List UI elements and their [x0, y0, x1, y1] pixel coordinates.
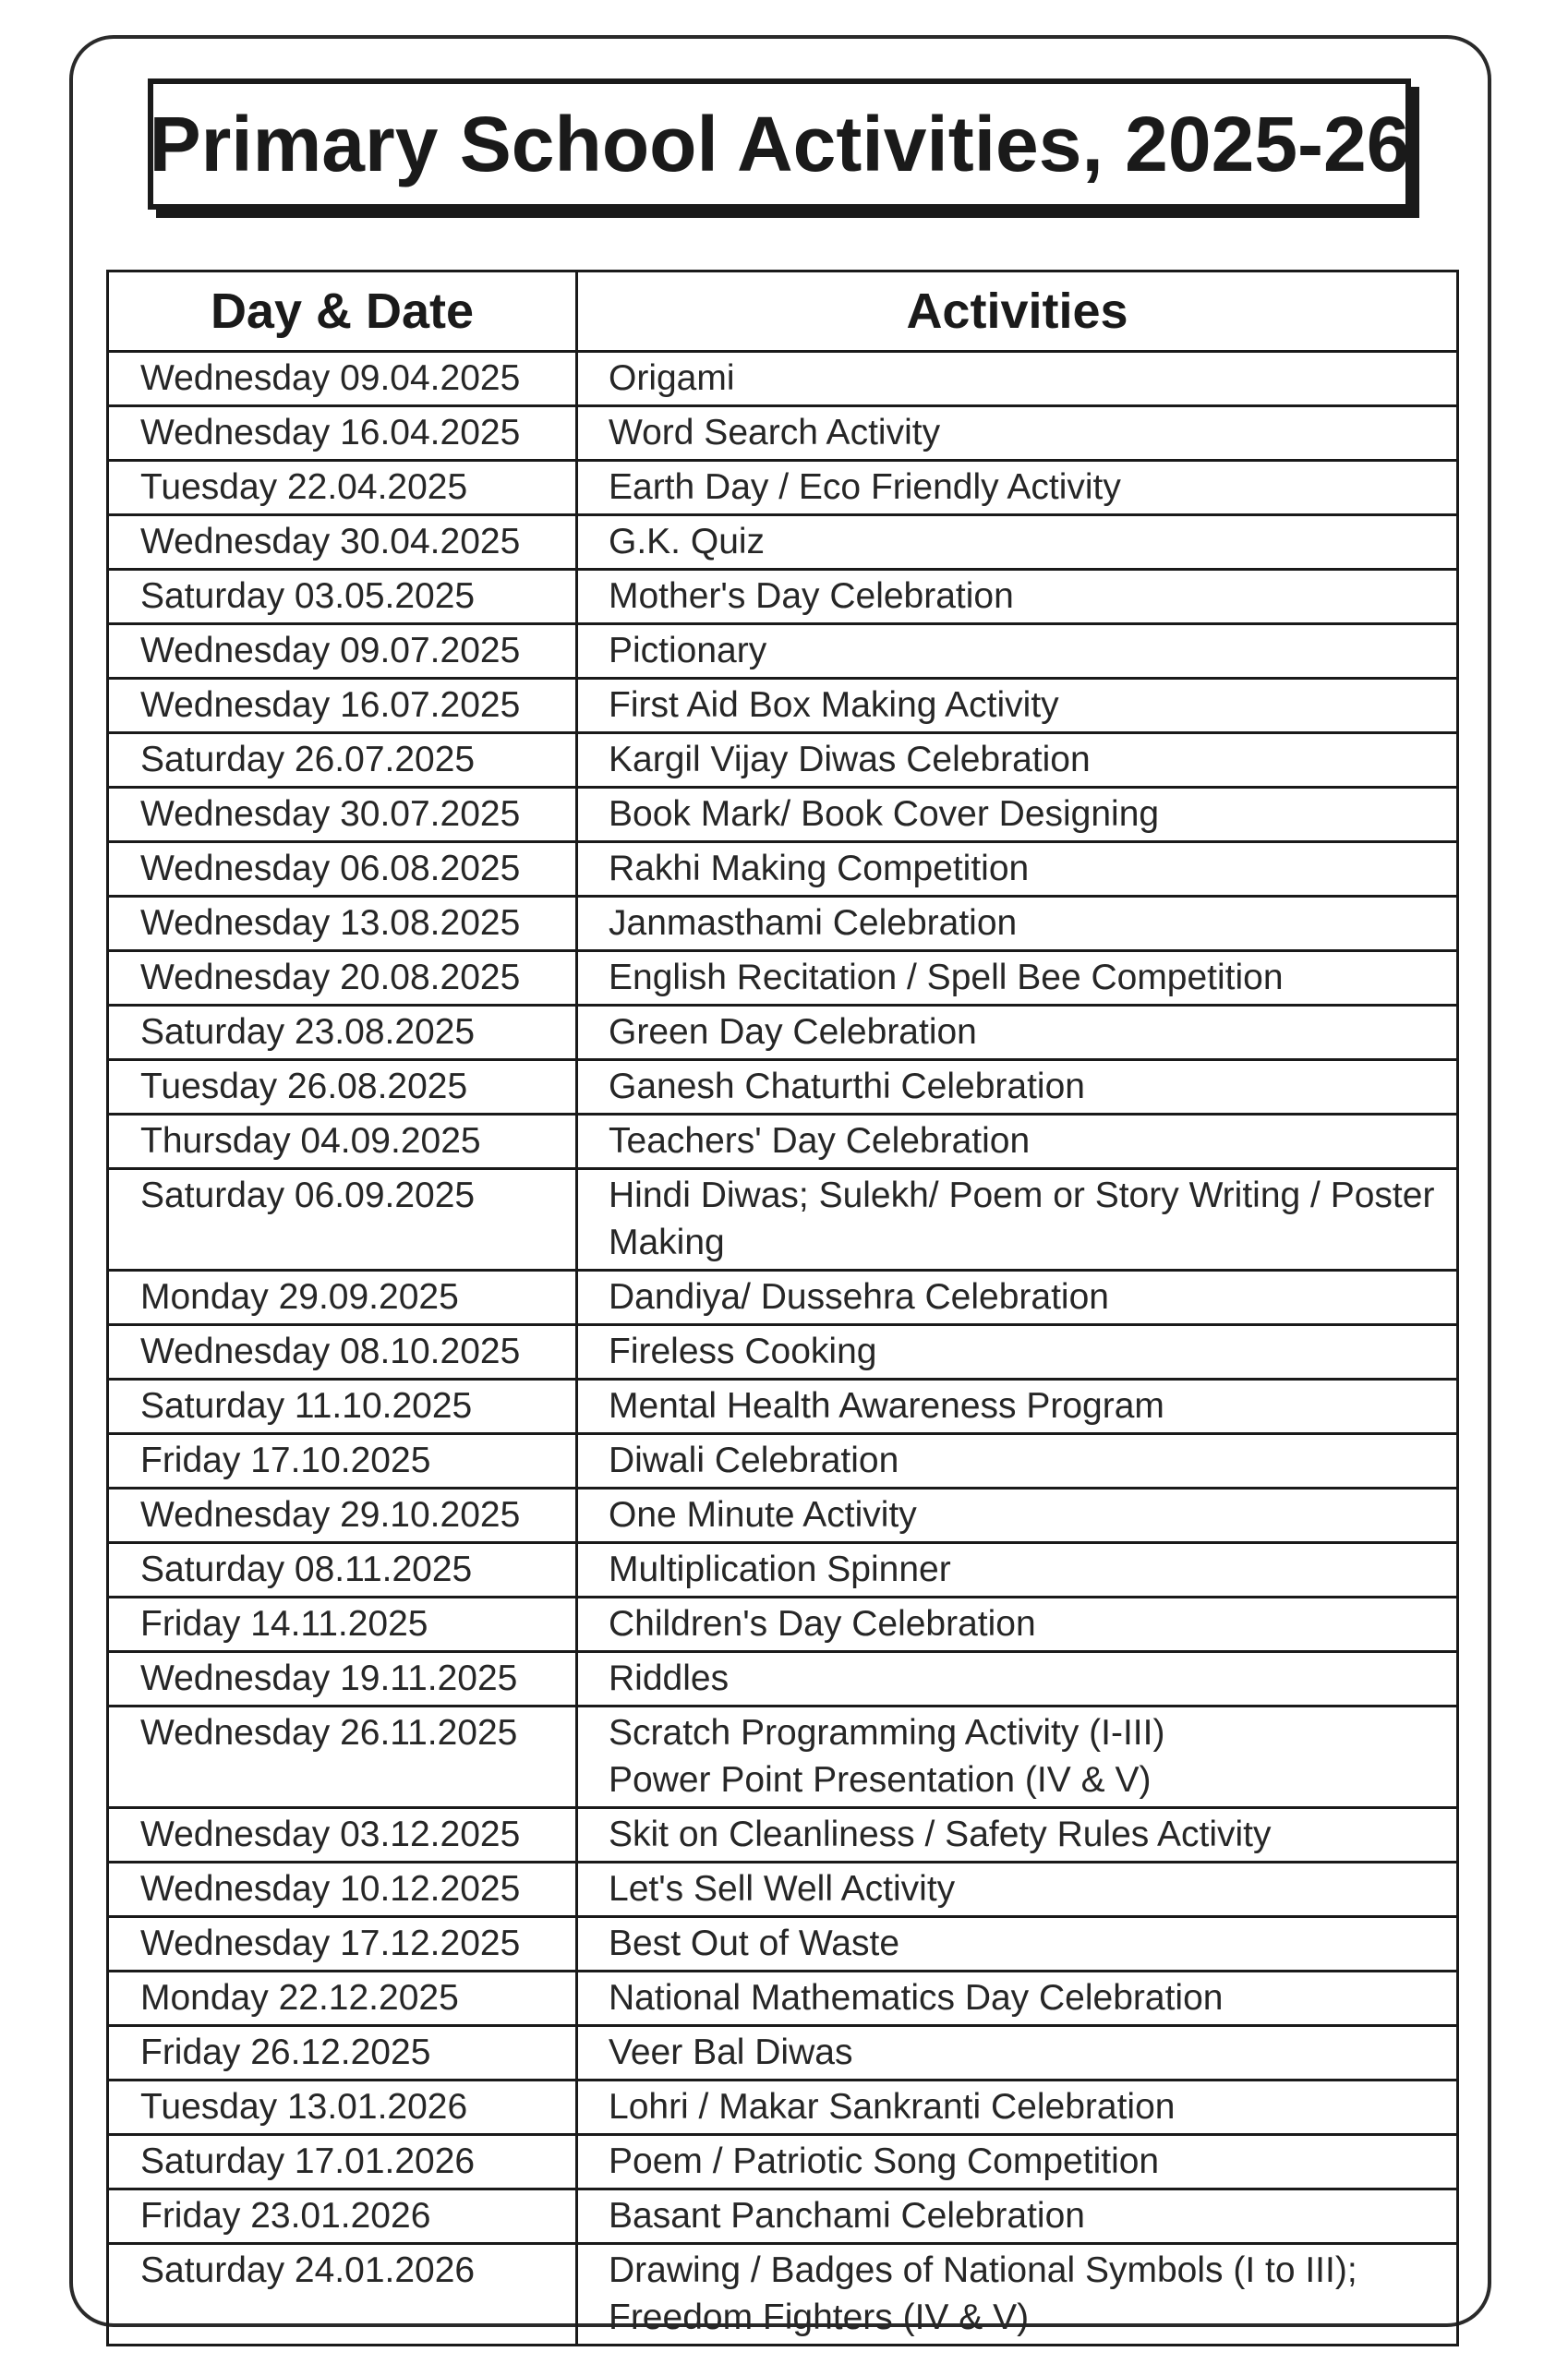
table-row: [108, 1271, 1458, 1325]
date-cell: Saturday 26.07.2025: [108, 733, 577, 788]
table-row: [108, 2026, 1458, 2081]
activity-cell: [577, 461, 1458, 515]
title-box: [148, 78, 1411, 210]
date-cell: Friday 14.11.2025: [108, 1598, 577, 1652]
activity-line: English Recitation / Spell Bee Competition: [609, 958, 1284, 997]
table-row: [108, 1652, 1458, 1707]
date-cell: Wednesday 10.12.2025: [108, 1863, 577, 1917]
date-cell: Tuesday 22.04.2025: [108, 461, 577, 515]
table-row: [108, 461, 1458, 515]
activity-cell: [577, 406, 1458, 461]
activities-table: [106, 270, 1459, 2346]
activity-cell: [577, 1325, 1458, 1380]
activity-line: Origami: [609, 358, 735, 398]
date-cell: Tuesday 26.08.2025: [108, 1060, 577, 1115]
table-body: [108, 352, 1458, 2346]
activity-line: Mental Health Awareness Program: [609, 1386, 1164, 1426]
activity-line: Teachers' Day Celebration: [609, 1121, 1031, 1161]
activity-line: Ganesh Chaturthi Celebration: [609, 1067, 1085, 1106]
activity-cell: [577, 1169, 1458, 1271]
table-row: [108, 1169, 1458, 1271]
activity-cell: [577, 1489, 1458, 1543]
date-cell: Wednesday 16.04.2025: [108, 406, 577, 461]
activity-cell: [577, 1972, 1458, 2026]
activity-line: Making: [609, 1223, 725, 1262]
table-row: [108, 1060, 1458, 1115]
activity-line: Word Search Activity: [609, 413, 941, 452]
activity-line: Veer Bal Diwas: [609, 2032, 853, 2072]
activity-cell: [577, 1652, 1458, 1707]
date-cell: Wednesday 13.08.2025: [108, 897, 577, 951]
activity-cell: [577, 1808, 1458, 1863]
table-row: [108, 1972, 1458, 2026]
activity-line: Children's Day Celebration: [609, 1604, 1036, 1644]
activity-cell: [577, 2189, 1458, 2244]
table-row: [108, 1380, 1458, 1434]
table-row: [108, 1115, 1458, 1169]
date-cell: Saturday 08.11.2025: [108, 1543, 577, 1598]
date-cell: Saturday 06.09.2025: [108, 1169, 577, 1271]
activity-cell: [577, 951, 1458, 1006]
date-cell: Friday 26.12.2025: [108, 2026, 577, 2081]
table-row: [108, 2135, 1458, 2189]
date-cell: Wednesday 30.07.2025: [108, 788, 577, 842]
activity-cell: [577, 1707, 1458, 1808]
table-header-row: [108, 271, 1458, 352]
activity-line: Let's Sell Well Activity: [609, 1869, 956, 1909]
activity-line: One Minute Activity: [609, 1495, 917, 1535]
table-row: [108, 352, 1458, 406]
activity-cell: [577, 2026, 1458, 2081]
activity-cell: [577, 1271, 1458, 1325]
activity-cell: [577, 679, 1458, 733]
activity-line: Rakhi Making Competition: [609, 849, 1030, 888]
activity-cell: [577, 624, 1458, 679]
table-row: [108, 679, 1458, 733]
activity-line: National Mathematics Day Celebration: [609, 1978, 1224, 2018]
activity-line: Scratch Programming Activity (I-III): [609, 1713, 1165, 1753]
activity-line: Janmasthami Celebration: [609, 903, 1018, 943]
activity-line: G.K. Quiz: [609, 522, 766, 561]
date-cell: Friday 23.01.2026: [108, 2189, 577, 2244]
table-row: [108, 951, 1458, 1006]
activity-line: Book Mark/ Book Cover Designing: [609, 794, 1160, 834]
activity-line: Diwali Celebration: [609, 1441, 899, 1480]
activity-cell: [577, 1543, 1458, 1598]
table-row: [108, 2244, 1458, 2346]
activity-cell: [577, 352, 1458, 406]
activity-cell: [577, 2135, 1458, 2189]
activity-cell: [577, 2244, 1458, 2346]
activity-cell: [577, 788, 1458, 842]
table-row: [108, 1863, 1458, 1917]
date-cell: Saturday 23.08.2025: [108, 1006, 577, 1060]
date-cell: Saturday 24.01.2026: [108, 2244, 577, 2346]
date-cell: Thursday 04.09.2025: [108, 1115, 577, 1169]
activity-line: Lohri / Makar Sankranti Celebration: [609, 2087, 1176, 2127]
date-cell: Wednesday 20.08.2025: [108, 951, 577, 1006]
activity-cell: [577, 2081, 1458, 2135]
date-cell: Tuesday 13.01.2026: [108, 2081, 577, 2135]
date-cell: Wednesday 17.12.2025: [108, 1917, 577, 1972]
table-row: [108, 2189, 1458, 2244]
activity-cell: [577, 733, 1458, 788]
activity-cell: [577, 1863, 1458, 1917]
activity-line: Earth Day / Eco Friendly Activity: [609, 467, 1121, 507]
activity-cell: [577, 515, 1458, 570]
table-row: [108, 1434, 1458, 1489]
date-cell: Wednesday 08.10.2025: [108, 1325, 577, 1380]
table-row: [108, 406, 1458, 461]
date-cell: Monday 22.12.2025: [108, 1972, 577, 2026]
date-cell: Wednesday 29.10.2025: [108, 1489, 577, 1543]
date-cell: Monday 29.09.2025: [108, 1271, 577, 1325]
table-row: [108, 624, 1458, 679]
activity-cell: [577, 1115, 1458, 1169]
table-row: [108, 1707, 1458, 1808]
table-row: [108, 897, 1458, 951]
activity-cell: [577, 1598, 1458, 1652]
date-cell: Wednesday 06.08.2025: [108, 842, 577, 897]
date-cell: Wednesday 09.04.2025: [108, 352, 577, 406]
activity-line: Basant Panchami Celebration: [609, 2196, 1085, 2236]
activity-line: Green Day Celebration: [609, 1012, 977, 1052]
date-cell: Wednesday 03.12.2025: [108, 1808, 577, 1863]
activity-line: Best Out of Waste: [609, 1924, 900, 1963]
date-cell: Wednesday 16.07.2025: [108, 679, 577, 733]
activity-line: Fireless Cooking: [609, 1332, 877, 1371]
activity-line: Skit on Cleanliness / Safety Rules Activity: [609, 1815, 1272, 1854]
table-row: [108, 1917, 1458, 1972]
table-row: [108, 570, 1458, 624]
table-row: [108, 788, 1458, 842]
activity-cell: [577, 1060, 1458, 1115]
activity-cell: [577, 1380, 1458, 1434]
table-row: [108, 1598, 1458, 1652]
table-row: [108, 1543, 1458, 1598]
date-cell: Saturday 17.01.2026: [108, 2135, 577, 2189]
header-day-date: Day & Date: [108, 271, 577, 352]
activity-line: Freedom Fighters (IV & V): [609, 2298, 1030, 2337]
activity-cell: [577, 1434, 1458, 1489]
activity-cell: [577, 570, 1458, 624]
date-cell: Saturday 11.10.2025: [108, 1380, 577, 1434]
activity-line: Drawing / Badges of National Symbols (I to III);: [609, 2250, 1357, 2290]
activity-cell: [577, 897, 1458, 951]
table-row: [108, 733, 1458, 788]
activity-cell: [577, 842, 1458, 897]
table-row: [108, 842, 1458, 897]
activity-line: Dandiya/ Dussehra Celebration: [609, 1277, 1109, 1317]
table-row: [108, 2081, 1458, 2135]
page-title: Primary School Activities, 2025-26: [149, 100, 1410, 187]
date-cell: Wednesday 09.07.2025: [108, 624, 577, 679]
activity-line: First Aid Box Making Activity: [609, 685, 1059, 725]
activity-line: Kargil Vijay Diwas Celebration: [609, 740, 1091, 779]
activity-cell: [577, 1917, 1458, 1972]
table-row: [108, 515, 1458, 570]
date-cell: Wednesday 26.11.2025: [108, 1707, 577, 1808]
table-row: [108, 1489, 1458, 1543]
activity-line: Multiplication Spinner: [609, 1550, 951, 1589]
date-cell: Wednesday 19.11.2025: [108, 1652, 577, 1707]
date-cell: Friday 17.10.2025: [108, 1434, 577, 1489]
activity-line: Poem / Patriotic Song Competition: [609, 2141, 1160, 2181]
activity-line: Hindi Diwas; Sulekh/ Poem or Story Writing / Poster: [609, 1176, 1435, 1215]
activity-cell: [577, 1006, 1458, 1060]
activity-line: Mother's Day Celebration: [609, 576, 1014, 616]
table-row: [108, 1808, 1458, 1863]
activity-line: Pictionary: [609, 631, 767, 670]
header-activities: Activities: [577, 271, 1458, 352]
table-row: [108, 1325, 1458, 1380]
table-row: [108, 1006, 1458, 1060]
date-cell: Wednesday 30.04.2025: [108, 515, 577, 570]
activity-line: Riddles: [609, 1658, 730, 1698]
date-cell: Saturday 03.05.2025: [108, 570, 577, 624]
activity-line: Power Point Presentation (IV & V): [609, 1760, 1152, 1800]
